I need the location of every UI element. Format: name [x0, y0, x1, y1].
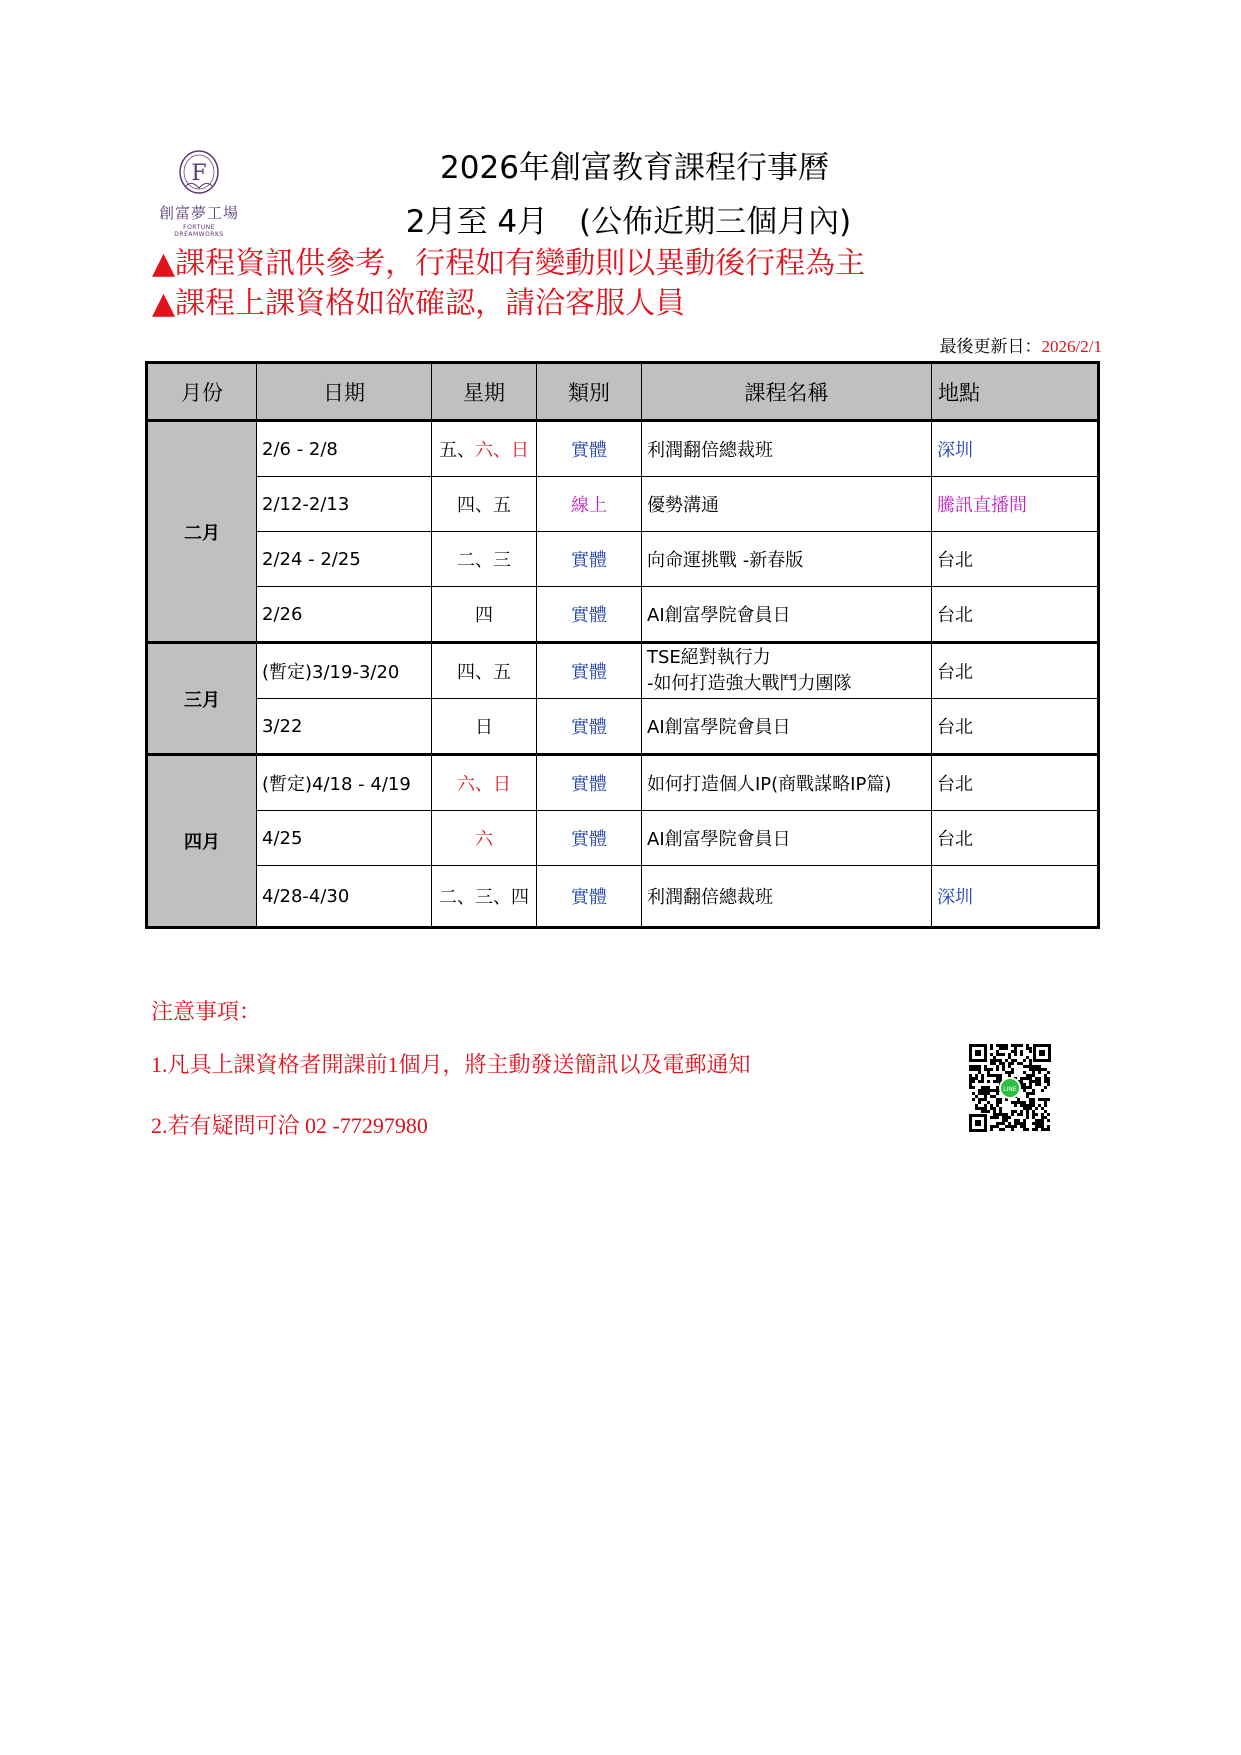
page-subtitle: 2月至 4月 (公佈近期三個月內) — [405, 204, 852, 240]
month-cell: 四月 — [147, 755, 257, 928]
course-name-cell: AI創富學院會員日 — [642, 587, 932, 643]
header-course-name: 課程名稱 — [642, 363, 932, 421]
table-row — [147, 643, 1099, 699]
course-name-cell — [642, 643, 932, 699]
course-schedule-table — [145, 361, 1100, 929]
type-cell: 線上 — [537, 477, 642, 532]
type-cell: 實體 — [537, 811, 642, 866]
table-row — [147, 811, 1099, 866]
table-row — [147, 421, 1099, 477]
header-weekday: 星期 — [432, 363, 537, 421]
weekday-part: 五、 — [439, 440, 475, 461]
course-name-cell: 如何打造個人IP(商戰謀略IP篇) — [642, 755, 932, 811]
course-name-cell: AI創富學院會員日 — [642, 699, 932, 755]
page-title: 2026年創富教育課程行事曆 — [440, 150, 829, 186]
type-cell: 實體 — [537, 643, 642, 699]
table-row — [147, 587, 1099, 643]
note-item-2: 2.若有疑問可洽 02 -77297980 — [151, 1113, 428, 1138]
course-name-cell: 利潤翻倍總裁班 — [642, 866, 932, 928]
type-cell: 實體 — [537, 866, 642, 928]
logo-monogram: F — [191, 161, 207, 186]
type-cell: 實體 — [537, 587, 642, 643]
month-cell: 三月 — [147, 643, 257, 755]
weekday-part: 六、 — [475, 440, 511, 461]
header-date: 日期 — [257, 363, 432, 421]
last-updated-label: 最後更新日： — [939, 337, 1042, 356]
last-updated — [940, 332, 1102, 357]
course-name-line: TSE絕對執行力 — [647, 647, 771, 668]
course-name-cell: 利潤翻倍總裁班 — [642, 421, 932, 477]
header-type: 類別 — [537, 363, 642, 421]
logo-name-cn: 創富夢工場 — [158, 204, 239, 222]
weekday-cell: 六、日 — [432, 755, 537, 811]
weekday-cell: 四、五 — [432, 643, 537, 699]
date-cell: 2/24 - 2/25 — [257, 532, 432, 587]
weekday-cell — [432, 421, 537, 477]
date-cell: 2/26 — [257, 587, 432, 643]
table-row — [147, 532, 1099, 587]
location-cell: 深圳 — [932, 866, 1099, 928]
weekday-cell: 四、五 — [432, 477, 537, 532]
notes-heading: 注意事項： — [151, 999, 262, 1024]
type-cell: 實體 — [537, 755, 642, 811]
location-cell: 台北 — [932, 532, 1099, 587]
weekday-cell: 二、三、四 — [432, 866, 537, 928]
date-cell: (暫定)3/19-3/20 — [257, 643, 432, 699]
warning-line-1: ▲課程資訊供參考，行程如有變動則以異動後行程為主 — [152, 246, 866, 281]
table-row — [147, 477, 1099, 532]
location-cell: 台北 — [932, 755, 1099, 811]
date-cell: 2/12-2/13 — [257, 477, 432, 532]
location-cell: 騰訊直播間 — [932, 477, 1099, 532]
date-cell: 4/28-4/30 — [257, 866, 432, 928]
table-row — [147, 699, 1099, 755]
date-cell: (暫定)4/18 - 4/19 — [257, 755, 432, 811]
weekday-cell: 六 — [432, 811, 537, 866]
date-cell: 4/25 — [257, 811, 432, 866]
date-cell: 2/6 - 2/8 — [257, 421, 432, 477]
weekday-part: 日 — [511, 440, 529, 461]
course-name-line: -如何打造強大戰鬥力團隊 — [647, 673, 852, 694]
weekday-cell: 四 — [432, 587, 537, 643]
table-header-row — [147, 363, 1099, 421]
type-cell: 實體 — [537, 421, 642, 477]
location-cell: 台北 — [932, 811, 1099, 866]
warning-line-2: ▲課程上課資格如欲確認，請洽客服人員 — [152, 286, 686, 321]
weekday-cell: 二、三 — [432, 532, 537, 587]
course-name-cell: 向命運挑戰 -新春版 — [642, 532, 932, 587]
location-cell: 台北 — [932, 643, 1099, 699]
course-name-cell: AI創富學院會員日 — [642, 811, 932, 866]
type-cell: 實體 — [537, 532, 642, 587]
line-qr-code-icon[interactable] — [968, 1043, 1052, 1133]
location-cell: 深圳 — [932, 421, 1099, 477]
course-name-cell: 優勢溝通 — [642, 477, 932, 532]
table-row — [147, 866, 1099, 928]
line-badge-text: LINE — [1003, 1086, 1017, 1093]
logo-name-en: FORTUNE DREAMWORKS — [174, 224, 224, 238]
header-month: 月份 — [147, 363, 257, 421]
date-cell: 3/22 — [257, 699, 432, 755]
qr-code-graphic — [968, 1043, 1052, 1133]
type-cell: 實體 — [537, 699, 642, 755]
location-cell: 台北 — [932, 699, 1099, 755]
location-cell: 台北 — [932, 587, 1099, 643]
month-cell: 二月 — [147, 421, 257, 643]
last-updated-date: 2026/2/1 — [1041, 337, 1102, 356]
header-location: 地點 — [932, 363, 1099, 421]
table-row — [147, 755, 1099, 811]
note-item-1: 1.凡具上課資格者開課前1個月，將主動發送簡訊以及電郵通知 — [151, 1052, 751, 1077]
weekday-cell: 日 — [432, 699, 537, 755]
